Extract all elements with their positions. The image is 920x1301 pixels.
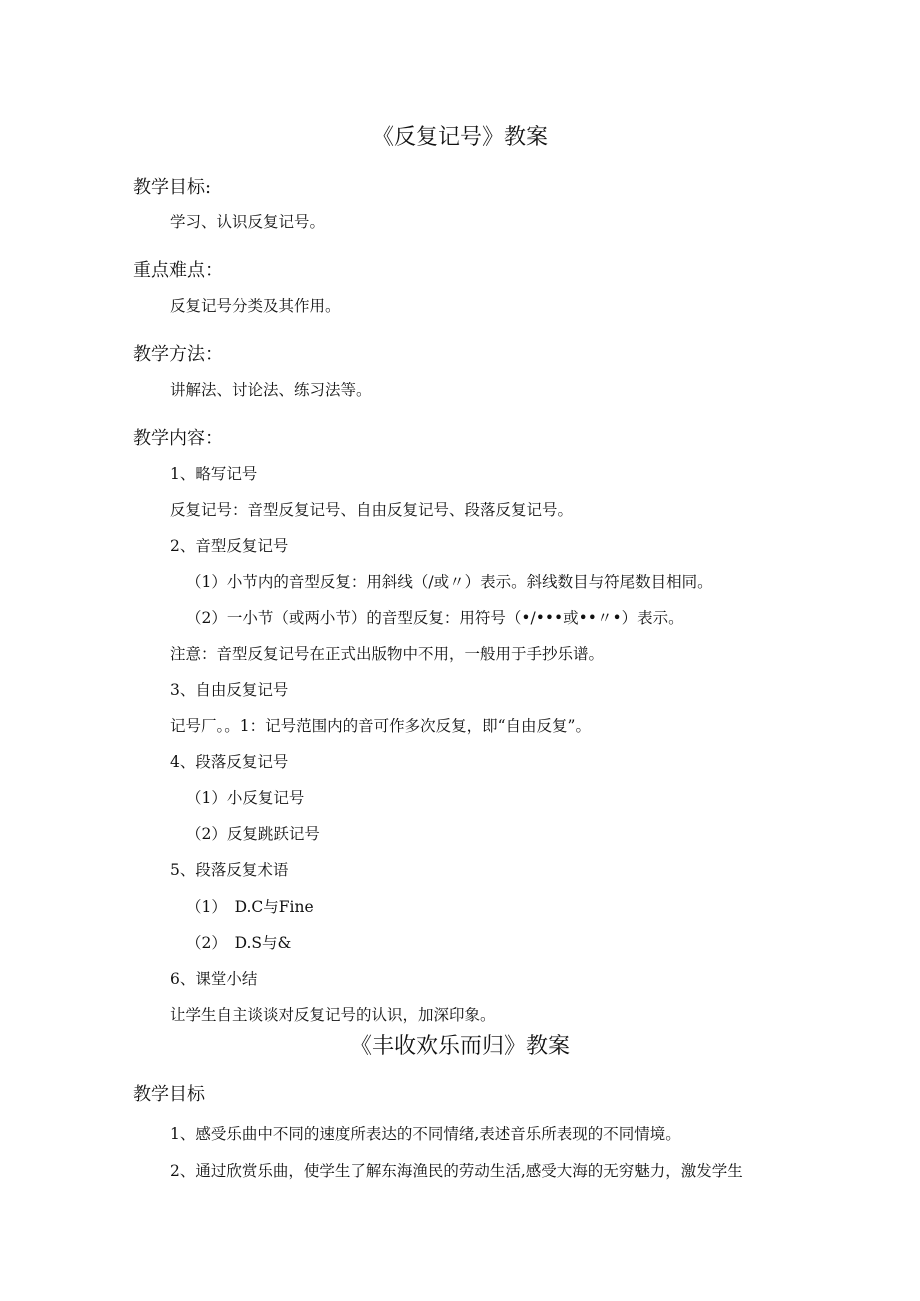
section-5-title: 5、段落反复术语 [170, 861, 289, 879]
section-2-item-2: （2）一小节（或两小节）的音型反复：用符号（•/•••或••〃•）表示。 [186, 609, 684, 627]
lesson-title-repeat-signs: 《反复记号》教案 [371, 125, 548, 150]
section-3-text: 记号厂。。1：记号范围内的音可作多次反复，即“自由反复”。 [170, 717, 591, 735]
objectives-heading: 教学目标: [133, 177, 212, 198]
objectives-text: 学习、认识反复记号。 [170, 213, 326, 231]
key-points-heading: 重点难点： [133, 260, 223, 281]
harvest-objective-1: 1、感受乐曲中不同的速度所表达的不同情绪,表述音乐所表现的不同情境。 [170, 1125, 681, 1143]
section-6-title: 6、课堂小结 [170, 970, 258, 988]
harvest-objective-2: 2、通过欣赏乐曲，使学生了解东海渔民的劳动生活,感受大海的无穷魅力，激发学生 [170, 1162, 743, 1180]
section-6-text: 让学生自主谈谈对反复记号的认识，加深印象。 [170, 1006, 496, 1024]
methods-text: 讲解法、讨论法、练习法等。 [170, 381, 372, 399]
section-4-item-2: （2）反复跳跃记号 [186, 825, 320, 843]
key-points-text: 反复记号分类及其作用。 [170, 297, 341, 315]
section-3-title: 3、自由反复记号 [170, 681, 289, 699]
section-2-note: 注意：音型反复记号在正式出版物中不用，一般用于手抄乐谱。 [170, 645, 605, 663]
harvest-objectives-heading: 教学目标 [133, 1084, 205, 1105]
section-4-item-1: （1）小反复记号 [186, 789, 305, 807]
section-2-title: 2、音型反复记号 [170, 537, 289, 555]
section-4-title: 4、段落反复记号 [170, 753, 289, 771]
methods-heading: 教学方法： [133, 344, 223, 365]
section-2-item-1: （1）小节内的音型反复：用斜线（/或〃）表示。斜线数目与符尾数目相同。 [186, 573, 713, 591]
section-5-item-1: （1） D.C与Fine [186, 898, 314, 916]
lesson-title-harvest: 《丰收欢乐而归》教案 [349, 1034, 570, 1059]
section-1-title: 1、略写记号 [170, 465, 258, 483]
content-heading: 教学内容： [133, 428, 223, 449]
section-5-item-2: （2） D.S与& [186, 934, 292, 952]
section-1-text: 反复记号：音型反复记号、自由反复记号、段落反复记号。 [170, 501, 574, 519]
